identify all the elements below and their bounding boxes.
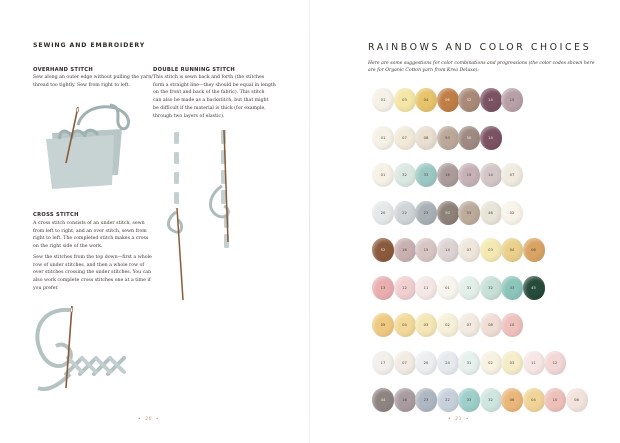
yarn-ball-swatch (394, 201, 416, 225)
yarn-ball-swatch (501, 88, 523, 112)
yarn-ball-swatch (458, 201, 480, 225)
right-page (310, 0, 620, 443)
color-code-label: 33 (509, 285, 515, 290)
swatch-row (372, 313, 527, 337)
color-code-label: 04 (423, 98, 429, 102)
yarn-ball-swatch (501, 163, 523, 187)
yarn-ball-swatch (394, 238, 416, 262)
yarn-ball-swatch (372, 351, 394, 375)
yarn-ball-swatch (437, 163, 459, 187)
yarn-ball-swatch (437, 313, 459, 337)
yarn-ball-swatch (523, 388, 545, 412)
text-line: can also be made as a backstitch, but that might (153, 98, 269, 104)
color-code-label: 15 (466, 173, 472, 177)
yarn-ball-swatch (372, 313, 394, 337)
section-title: SEWING AND EMBROIDERY (33, 42, 146, 49)
needle-eye (71, 308, 73, 312)
page-folio-left: • 20 • (138, 417, 160, 422)
color-code-label: 16 (402, 248, 407, 252)
text-line: from left to right, and an over stitch, sewn from (33, 228, 147, 234)
cross-stitch-over-row (68, 358, 124, 372)
color-code-label: 22 (445, 398, 450, 402)
fabric-front-layer (46, 135, 114, 189)
color-code-label: 02 (445, 323, 450, 327)
overhand-stitch-heading: OVERHAND STITCH (33, 67, 94, 73)
yarn-ball-swatch (544, 351, 566, 375)
color-code-label: 08 (574, 398, 579, 402)
double-running-stitch-text (153, 74, 293, 120)
yarn-ball-swatch (523, 276, 545, 300)
color-code-label: 45 (531, 285, 536, 290)
yarn-ball-swatch (394, 388, 416, 412)
page-folio-right: • 21 • (448, 417, 470, 422)
color-code-label: 14 (488, 135, 493, 140)
overhand-stitch-illustration (38, 103, 133, 201)
yarn-ball-swatch (501, 238, 523, 262)
color-code-label: 15 (423, 248, 429, 252)
yarn-ball-swatch (480, 276, 502, 300)
yarn-ball-swatch (501, 388, 523, 412)
color-code-label: 52 (466, 98, 472, 102)
text-line: Sew the stitches from the top down—first a whole (33, 254, 152, 260)
text-line: on the front and back of the fabric). This stitch (153, 90, 265, 96)
yarn-ball-swatch (394, 88, 416, 112)
yarn-ball-swatch (394, 163, 416, 187)
cross-stitch-loop-thread (37, 310, 71, 366)
color-code-label: 11 (531, 360, 536, 365)
cross-stitch-text (33, 220, 153, 292)
yarn-ball-swatch (437, 351, 459, 375)
color-code-label: 07 (466, 248, 472, 252)
color-code-label: 04 (531, 398, 536, 402)
color-code-label: 02 (509, 210, 515, 215)
page-title: RAINBOWS AND COLOR CHOICES (368, 42, 592, 53)
yarn-ball-swatch (394, 126, 416, 150)
color-code-label: 10 (509, 323, 515, 327)
color-code-label: 12 (402, 285, 407, 290)
color-code-label: 04 (402, 323, 407, 327)
yarn-ball-swatch (480, 313, 502, 337)
text-line: you prefer. (33, 285, 59, 291)
yarn-ball-swatch (372, 276, 394, 300)
yarn-ball-swatch (415, 313, 437, 337)
color-code-label: 17 (380, 360, 386, 365)
color-code-label: 46 (488, 210, 493, 215)
yarn-ball-swatch (372, 388, 394, 412)
overhand-stitch-text (33, 74, 153, 89)
color-code-label: 06 (531, 248, 536, 252)
yarn-ball-swatch (437, 388, 459, 412)
color-code-label: 14 (445, 248, 450, 252)
yarn-ball-swatch (372, 126, 394, 150)
yarn-ball-swatch (415, 126, 437, 150)
yarn-ball-swatch (458, 276, 480, 300)
text-line: over stitches crossing the under stitches. You can (33, 270, 152, 276)
color-code-label: 22 (402, 210, 407, 215)
dashed-stitch-line-left (174, 132, 179, 204)
yarn-ball-swatch (394, 351, 416, 375)
color-code-label: 01 (380, 98, 386, 102)
yarn-ball-swatch (523, 238, 545, 262)
yarn-ball-swatch (458, 313, 480, 337)
color-code-label: 32 (488, 398, 493, 402)
text-line: also work complete cross stitches one at a time if (33, 277, 151, 283)
color-code-label: 01 (445, 285, 450, 290)
color-code-label: 33 (466, 398, 472, 402)
text-line: are for Organic Cotton yarn from Krea Deluxe): (368, 68, 479, 73)
color-code-label: 14 (488, 98, 493, 102)
swatch-row (372, 126, 505, 150)
color-code-label: 06 (509, 398, 515, 402)
color-code-label: 15 (509, 98, 515, 102)
text-line: right to left. The completed stitch makes a cross (33, 236, 149, 242)
yarn-ball-swatch (480, 388, 502, 412)
yarn-ball-swatch (501, 313, 523, 337)
text-line: Here are some suggestions for color combinations and progressions (the color codes shown here (368, 61, 595, 66)
yarn-ball-swatch (437, 276, 459, 300)
yarn-ball-swatch (437, 88, 459, 112)
color-code-label: 52 (380, 248, 386, 252)
yarn-ball-swatch (415, 351, 437, 375)
swatch-row (372, 276, 548, 300)
color-code-label: 16 (402, 398, 407, 402)
color-code-label: 24 (445, 360, 450, 365)
cross-stitch-heading: CROSS STITCH (33, 212, 79, 218)
color-code-label: 07 (402, 360, 407, 365)
text-line: This stitch is sewn back and forth (the stitches (153, 75, 265, 80)
color-code-label: 11 (423, 285, 429, 290)
yarn-ball-swatch (458, 351, 480, 375)
color-code-label: 13 (380, 285, 386, 290)
color-code-label: 16 (445, 173, 450, 177)
color-code-label: 03 (423, 323, 429, 327)
double-running-stitch-heading: DOUBLE RUNNING STITCH (153, 67, 235, 73)
color-code-label: 32 (488, 285, 493, 290)
yarn-ball-swatch (480, 163, 502, 187)
swatch-row (372, 163, 527, 187)
color-code-label: 20 (423, 360, 429, 365)
yarn-ball-swatch (458, 163, 480, 187)
text-line: form a straight line—they should be equal in length (153, 82, 276, 88)
needle-eye (77, 108, 79, 112)
color-code-label: 07 (402, 135, 407, 140)
yarn-ball-swatch (415, 238, 437, 262)
yarn-ball-swatch (480, 351, 502, 375)
swatch-row (372, 201, 527, 225)
yarn-ball-swatch (437, 201, 459, 225)
swatch-row (372, 238, 548, 262)
page-number: 20 (145, 417, 152, 422)
text-line: Sew along an outer edge without pulling the yarn/ (33, 75, 153, 80)
color-code-label: 08 (488, 323, 493, 327)
yarn-ball-swatch (372, 201, 394, 225)
yarn-ball-swatch (458, 238, 480, 262)
cross-stitch-tail-thread (38, 374, 70, 389)
yarn-ball-swatch (458, 88, 480, 112)
yarn-ball-swatch (437, 238, 459, 262)
color-code-label: 07 (509, 173, 515, 177)
color-code-label: 44 (380, 398, 386, 402)
color-code-label: 32 (402, 173, 407, 177)
color-code-label: 10 (552, 398, 558, 402)
yarn-ball-swatch (480, 238, 502, 262)
yarn-ball-swatch (480, 88, 502, 112)
color-code-label: 03 (509, 360, 515, 365)
swatch-row (372, 388, 591, 412)
text-line: be difficult if the material is thick (for example, (153, 105, 266, 111)
color-code-label: 05 (380, 323, 386, 327)
yarn-ball-swatch (415, 201, 437, 225)
yarn-ball-swatch (480, 126, 502, 150)
yarn-ball-swatch (480, 201, 502, 225)
text-line: A cross stitch consists of an under stitch, sewn (33, 221, 145, 226)
color-code-label: 07 (466, 323, 472, 327)
color-code-label: 53 (466, 210, 472, 215)
color-code-label: 23 (423, 398, 429, 402)
yarn-ball-swatch (501, 276, 523, 300)
yarn-ball-swatch (394, 313, 416, 337)
yarn-ball-swatch (566, 388, 588, 412)
color-code-label: 50 (466, 135, 472, 140)
text-line: through two layers of elastic). (153, 113, 225, 119)
yarn-ball-swatch (544, 388, 566, 412)
color-code-label: 50 (445, 210, 450, 215)
yarn-ball-swatch (501, 351, 523, 375)
yarn-ball-swatch (394, 276, 416, 300)
color-code-label: 31 (466, 285, 472, 290)
yarn-ball-swatch (437, 126, 459, 150)
color-code-label: 03 (488, 248, 493, 252)
yarn-ball-swatch (415, 88, 437, 112)
color-code-label: 04 (509, 248, 515, 252)
yarn-ball-swatch (523, 351, 545, 375)
cross-stitch-illustration (30, 300, 140, 400)
yarn-ball-swatch (458, 388, 480, 412)
color-code-label: 03 (402, 98, 407, 102)
color-code-label: 01 (380, 173, 386, 177)
text-line: row of under stitches, and then a whole row of (33, 262, 145, 268)
color-code-label: 20 (380, 210, 386, 215)
loose-thread (78, 105, 128, 129)
yarn-ball-swatch (415, 163, 437, 187)
intro-text (368, 60, 600, 74)
yarn-ball-swatch (372, 163, 394, 187)
color-code-label: 23 (423, 210, 429, 215)
thread-left (168, 212, 181, 232)
color-code-label: 12 (552, 360, 558, 365)
page-number: 21 (455, 417, 462, 422)
color-code-label: 33 (423, 173, 429, 177)
text-line: on the right side of the work. (33, 244, 103, 250)
yarn-ball-swatch (458, 126, 480, 150)
color-code-label: 08 (423, 135, 429, 140)
yarn-ball-swatch (372, 238, 394, 262)
double-running-stitch-illustration (158, 128, 258, 303)
yarn-ball-swatch (415, 276, 437, 300)
color-code-label: 02 (488, 360, 493, 365)
color-code-label: 14 (488, 173, 493, 177)
yarn-ball-swatch (501, 201, 523, 225)
yarn-ball-swatch (372, 88, 394, 112)
yarn-ball-swatch (415, 388, 437, 412)
text-line: thread too tightly. Sew from right to left. (33, 82, 130, 88)
color-code-label: 01 (380, 135, 386, 140)
color-code-label: 31 (466, 360, 472, 365)
swatch-row (372, 88, 527, 112)
color-code-label: 53 (445, 135, 450, 140)
color-code-label: 06 (445, 98, 450, 102)
swatch-row (372, 351, 570, 375)
